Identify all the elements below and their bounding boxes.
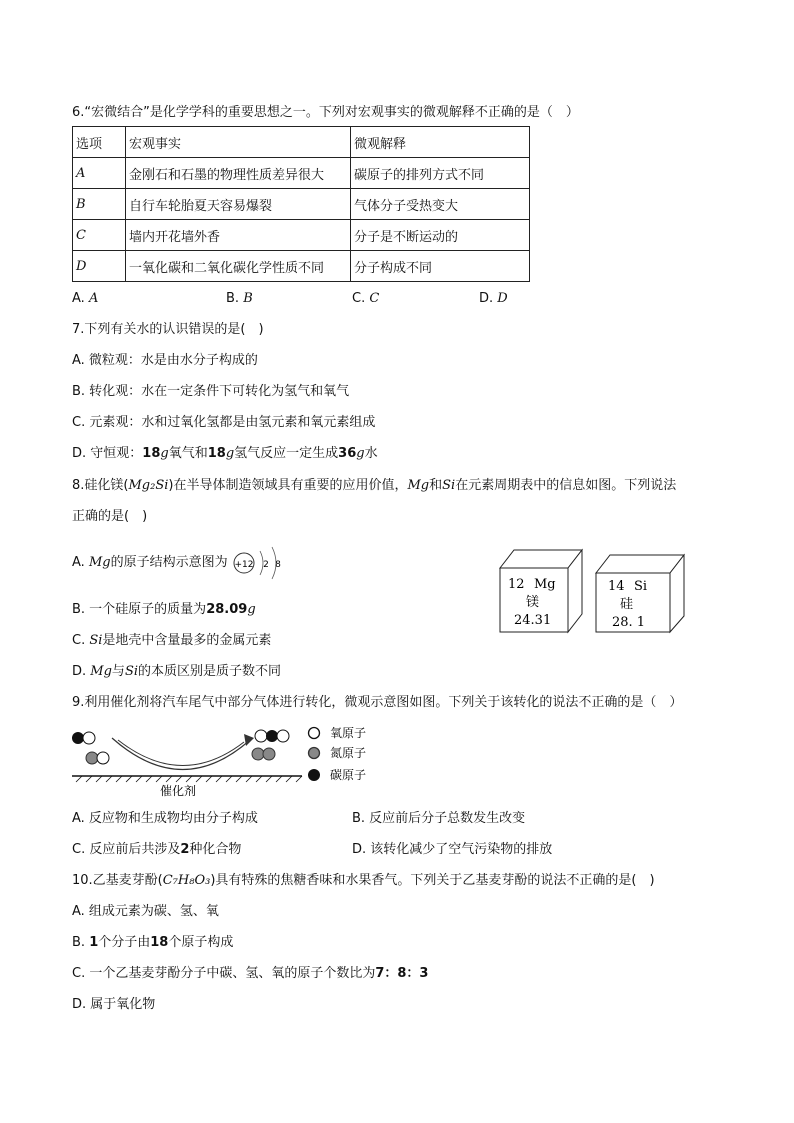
table-cell: 气体分子受热变大 [351,189,530,220]
q9-choice-c[interactable]: C. 反应前后共涉及2种化合物 [72,842,242,857]
q6-choice-a[interactable]: A. A [72,291,99,306]
q7-choice-d[interactable]: D. 守恒观：18g氧气和18g氢气反应一定生成36g水 [72,446,378,461]
si-atomic-number: 14 [608,579,625,594]
shell-electron-count: 8 [275,560,281,570]
catalyst-label: 催化剂 [160,784,197,798]
table-row [73,189,530,220]
si-atomic-mass: 28. 1 [612,615,646,630]
q10-choice-c[interactable]: C. 一个乙基麦芽酚分子中碳、氢、氧的原子个数比为7：8：3 [72,966,429,981]
mg-symbol: Mg [534,577,556,592]
table-cell: A [73,158,126,189]
legend-carbon [308,767,366,782]
reaction-arrow [112,738,250,770]
no-molecule [86,752,109,764]
table-header: 选项 [73,127,126,158]
q9-choice-b[interactable]: B. 反应前后分子总数发生改变 [352,811,526,826]
table-cell: 金刚石和石墨的物理性质差异很大 [126,158,351,189]
co2-molecule [255,730,289,742]
periodic-table-cubes [496,546,696,636]
table-header: 微观解释 [351,127,530,158]
q7-stem: 7.下列有关水的认识错误的是( ) [72,322,264,337]
mg-element-cube [500,550,582,632]
q8-stem-line2: 正确的是( ) [72,509,148,524]
q9-choice-d[interactable]: D. 该转化减少了空气污染物的排放 [352,842,553,857]
legend-label: 氧原子 [330,726,367,740]
si-name: 硅 [620,597,634,612]
q10-choice-b[interactable]: B. 1个分子由18个原子构成 [72,935,234,950]
table-cell: 分子构成不同 [351,251,530,282]
table-header: 宏观事实 [126,127,351,158]
table-row [73,251,530,282]
table-cell: 自行车轮胎夏天容易爆裂 [126,189,351,220]
table-row [73,220,530,251]
legend-label: 氮原子 [330,746,367,760]
legend-oxygen [309,726,367,740]
mg-name: 镁 [526,595,540,610]
n2-molecule [252,748,275,760]
catalyst-hatching [76,776,302,782]
table-row [73,158,530,189]
q7-choice-a[interactable]: A. 微粒观：水是由水分子构成的 [72,353,258,368]
q8-choice-a[interactable]: A. Mg的原子结构示意图为 [72,555,228,570]
si-symbol: Si [634,579,648,594]
q9-choice-a[interactable]: A. 反应物和生成物均由分子构成 [72,811,258,826]
table-cell: 一氧化碳和二氧化碳化学性质不同 [126,251,351,282]
q6-table [72,126,530,282]
q10-choice-d[interactable]: D. 属于氧化物 [72,997,156,1012]
table-header-row [73,127,530,158]
q9-stem: 9.利用催化剂将汽车尾气中部分气体进行转化，微观示意图如图。下列关于该转化的说法不正确的是（ ） [72,695,683,710]
q8-stem-line1: 8.硅化镁(Mg₂Si)在半导体制造领域具有重要的应用价值，Mg和Si在元素周期表中的信息如图。下列说法 [72,478,677,493]
q9-reaction-diagram [72,724,392,800]
table-cell: B [73,189,126,220]
legend-label: 碳原子 [330,768,367,782]
q6-choice-b[interactable]: B. B [226,291,253,306]
nucleus-charge: +12 [234,560,254,570]
q6-choice-c[interactable]: C. C [352,291,380,306]
table-cell: 碳原子的排列方式不同 [351,158,530,189]
si-element-cube [596,555,684,632]
reaction-arrow-inner [118,740,244,766]
q7-choice-b[interactable]: B. 转化观：水在一定条件下可转化为氢气和氧气 [72,384,350,399]
table-cell: D [73,251,126,282]
mg-atomic-number: 12 [508,577,525,592]
q6-stem: 6.“宏微结合”是化学学科的重要思想之一。下列对宏观事实的微观解释不正确的是（ ） [72,105,579,120]
table-cell: C [73,220,126,251]
q10-choice-a[interactable]: A. 组成元素为碳、氢、氧 [72,904,219,919]
table-cell: 墙内开花墙外香 [126,220,351,251]
mg-atomic-mass: 24.31 [514,613,552,628]
q8-choice-c[interactable]: C. Si是地壳中含量最多的金属元素 [72,633,272,648]
q7-choice-c[interactable]: C. 元素观：水和过氧化氢都是由氢元素和氧元素组成 [72,415,376,430]
shell-electron-count: 2 [263,560,269,570]
mg-atom-structure-diagram [232,543,288,583]
q8-choice-b[interactable]: B. 一个硅原子的质量为28.09g [72,602,256,617]
q8-choice-d[interactable]: D. Mg与Si的本质区别是质子数不同 [72,664,282,679]
co-molecule [72,732,95,744]
q10-stem: 10.乙基麦芽酚(C₇H₈O₃)具有特殊的焦糖香味和水果香气。下列关于乙基麦芽酚的说法不正确的是( ) [72,873,655,888]
q6-choice-d[interactable]: D. D [479,291,508,306]
table-cell: 分子是不断运动的 [351,220,530,251]
legend-nitrogen [309,746,367,760]
